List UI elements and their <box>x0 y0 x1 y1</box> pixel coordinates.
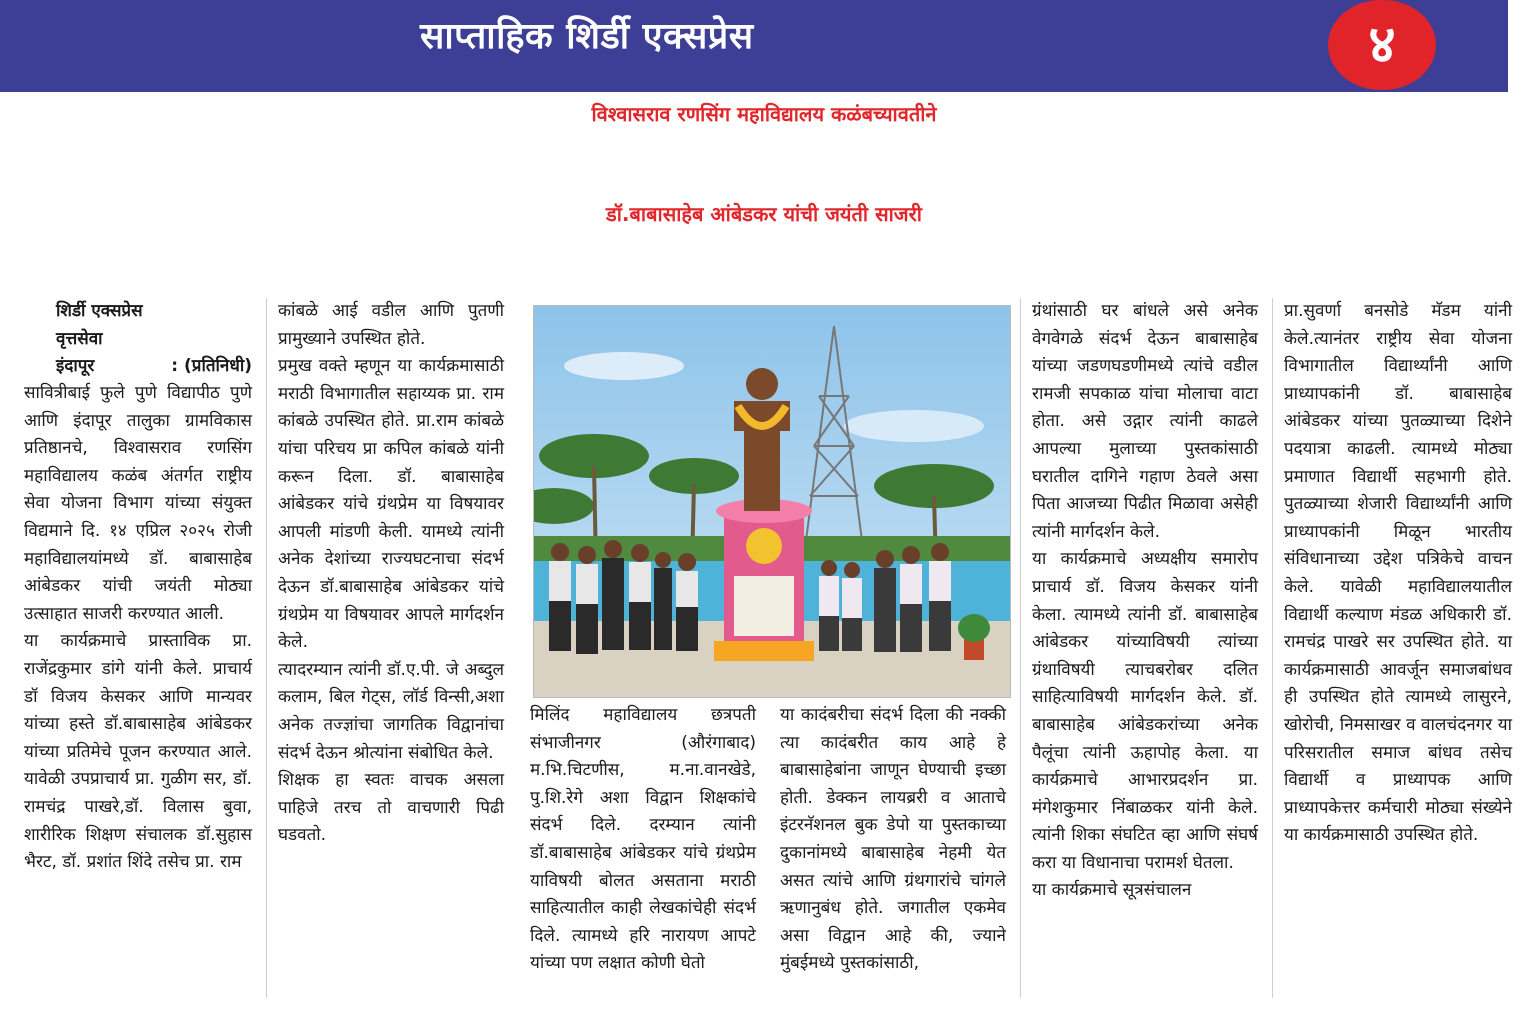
byline <box>56 298 143 353</box>
column-divider <box>266 298 267 998</box>
article-column-1: सावित्रीबाई फुले पुणे विद्यापीठ पुणे आणि इंदापूर तालुका ग्रामविकास प्रतिष्ठानचे, विश्वासराव रणसिंग महाविद्यालय कळंब अंतर्गत राष्ट्रीय सेवा योजना विभाग यांच्या संयुक्त विद्यमाने दि. १४ एप्रिल २०२५ रोजी महाविद्यालयांमध्ये डॉ. बाबासाहेब आंबेडकर यांची जयंती मोठ्या उत्साहात साजरी करण्यात आली. या कार्यक्रमाचे प्रास्ताविक प्रा. राजेंद्रकुमार डांगे यांनी केले. प्राचार्य डॉ विजय केसकर आणि मान्यवर यांच्या हस्ते डॉ.बाबासाहेब आंबेडकर यांच्या प्रतिमेचे पूजन करण्यात आले. यावेळी उपप्राचार्य प्रा. गुळीग सर, डॉ. रामचंद्र पाखरे,डॉ. विलास बुवा, शारीरिक शिक्षण संचालक डॉ.सुहास भैरट, डॉ. प्रशांत शिंदे तसेच प्रा. राम <box>24 383 252 873</box>
dateline-place: इंदापूर <box>56 356 95 376</box>
article-column-3: मिलिंद महाविद्यालय छत्रपती संभाजीनगर (औरंगाबाद) म.भि.चिटणीस, म.ना.वानखेडे, पु.शि.रेगे अशा विद्वान शिक्षकांचे संदर्भ दिले. दरम्यान त्यांनी डॉ.बाबासाहेब आंबेडकर यांचे ग्रंथप्रेम याविषयी बोलत असताना मराठी साहित्यातील काही लेखकांचेही संदर्भ दिले. त्यामध्ये हरि नारायण आपटे यांच्या पण लक्षात कोणी घेतो <box>530 705 756 974</box>
article-column-2: कांबळे आई वडील आणि पुतणी प्रामुख्याने उपस्थित होते. प्रमुख वक्ते म्हणून या कार्यक्रमासाठी मराठी विभागातील सहाय्यक प्रा. राम कांबळे उपस्थित होते. प्रा.राम कांबळे यांचा परिचय प्रा कपिल कांबळे यांनी करून दिला. डॉ. बाबासाहेब आंबेडकर यांचे ग्रंथप्रेम या विषयावर आपली मांडणी केली. यामध्ये त्यांनी अनेक देशांच्या राज्यघटनाचा संदर्भ देऊन डॉ.बाबासाहेब आंबेडकर यांचे ग्रंथप्रेम या विषयावर आपले मार्गदर्शन केले. त्यादरम्यान त्यांनी डॉ.ए.पी. जे अब्दुल कलाम, बिल गेट्स, लॉर्ड विन्सी,अशा अनेक तज्ज्ञांचा जागतिक विद्वानांचा संदर्भ देऊन श्रोत्यांना संबोधित केले. शिक्षक हा स्वतः वाचक असला पाहिजे तरच तो वाचणारी पिढी घडवतो. <box>278 301 504 846</box>
article-column-4: या कादंबरीचा संदर्भ दिला की नक्की त्या कादंबरीत काय आहे हे बाबासाहेबांना जाणून घेण्याची इच्छा होती. डेक्कन लायब्ररी व आताचे इंटरनॅशनल बुक डेपो या पुस्तकाच्या दुकानांमध्ये बाबासाहेब नेहमी येत असत त्यांचे आणि ग्रंथगारांचे चांगले ऋणानुबंध होते. जगातील एकमेव असा विद्वान आहे की, ज्याने मुंबईमध्ये पुस्तकांसाठी, <box>780 705 1006 974</box>
column-divider <box>1020 298 1021 998</box>
page-number-badge: ४ <box>1328 0 1436 90</box>
event-photo <box>533 305 1011 698</box>
article-column-5: ग्रंथांसाठी घर बांधले असे अनेक वेगवेगळे संदर्भ देऊन बाबासाहेब यांच्या जडणघडणीमध्ये त्यांचे वडील रामजी सपकाळ यांचा मोलाचा वाटा होता. असे उद्गार त्यांनी काढले आपल्या मुलाच्या पुस्तकांसाठी घरातील दागिने गहाण ठेवले असा पिता आजच्या पिढीत मिळावा असेही त्यांनी मार्गदर्शन केले. या कार्यक्रमाचे अध्यक्षीय समारोप प्राचार्य डॉ. विजय केसकर यांनी केला. त्यामध्ये त्यांनी डॉ. बाबासाहेब आंबेडकर यांच्याविषयी त्यांच्या ग्रंथाविषयी त्याचबरोबर दलित साहित्याविषयी मार्गदर्शन केले. डॉ. बाबासाहेब आंबेडकरांच्या अनेक पैलूंचा त्यांनी ऊहापोह केला. या कार्यक्रमाचे आभारप्रदर्शन प्रा. मंगेशकुमार निंबाळकर यांनी केले. त्यांनी शिका संघटित व्हा आणि संघर्ष करा या विधानाचा परामर्श घेतला. या कार्यक्रमाचे सूत्रसंचालन <box>1032 301 1258 901</box>
headline-line-2: डॉ.बाबासाहेब आंबेडकर यांची जयंती साजरी <box>606 202 922 226</box>
article-column-6: प्रा.सुवर्णा बनसोडे मॅडम यांनी केले.त्यानंतर राष्ट्रीय सेवा योजना विभागातील विद्यार्थ्यांनी आणि प्राध्यापकांनी डॉ. बाबासाहेब आंबेडकर यांच्या पुतळ्याच्या दिशेने पदयात्रा काढली. त्यामध्ये मोठ्या प्रमाणात विद्यार्थी सहभागी होते. पुतळ्याच्या शेजारी विद्यार्थ्यांनी आणि प्राध्यापकांनी मिळून भारतीय संविधानाच्या उद्देश पत्रिकेचे वाचन केले. यावेळी महाविद्यालयातील विद्यार्थी कल्याण मंडळ अधिकारी डॉ. रामचंद्र पाखरे सर उपस्थित होते. या कार्यक्रमासाठी आवर्जून समाजबांधव ही उपस्थित होते त्यामध्ये लासुरने, खोरोची, निमसाखर व वालचंदनगर या परिसरातील समाज बांधव तसेच विद्यार्थी व प्राध्यापक आणि प्राध्यापकेत्तर कर्मचारी मोठ्या संख्येने या कार्यक्रमासाठी उपस्थित होते. <box>1284 301 1512 846</box>
byline-source: शिर्डी एक्सप्रेस <box>56 301 143 321</box>
headline-line-1: विश्वासराव रणसिंग महाविद्यालय कळंबच्यावतीने <box>591 102 937 126</box>
statue-ceremony-image <box>534 306 1010 697</box>
masthead-edge <box>1508 0 1528 92</box>
dateline-reporter: : (प्रतिनिधी) <box>171 356 252 376</box>
column-divider <box>1272 298 1273 998</box>
dateline <box>56 353 252 376</box>
newspaper-title: साप्ताहिक शिर्डी एक्सप्रेस <box>420 16 754 57</box>
masthead-bar <box>0 0 1508 92</box>
byline-service: वृत्तसेवा <box>56 328 103 349</box>
